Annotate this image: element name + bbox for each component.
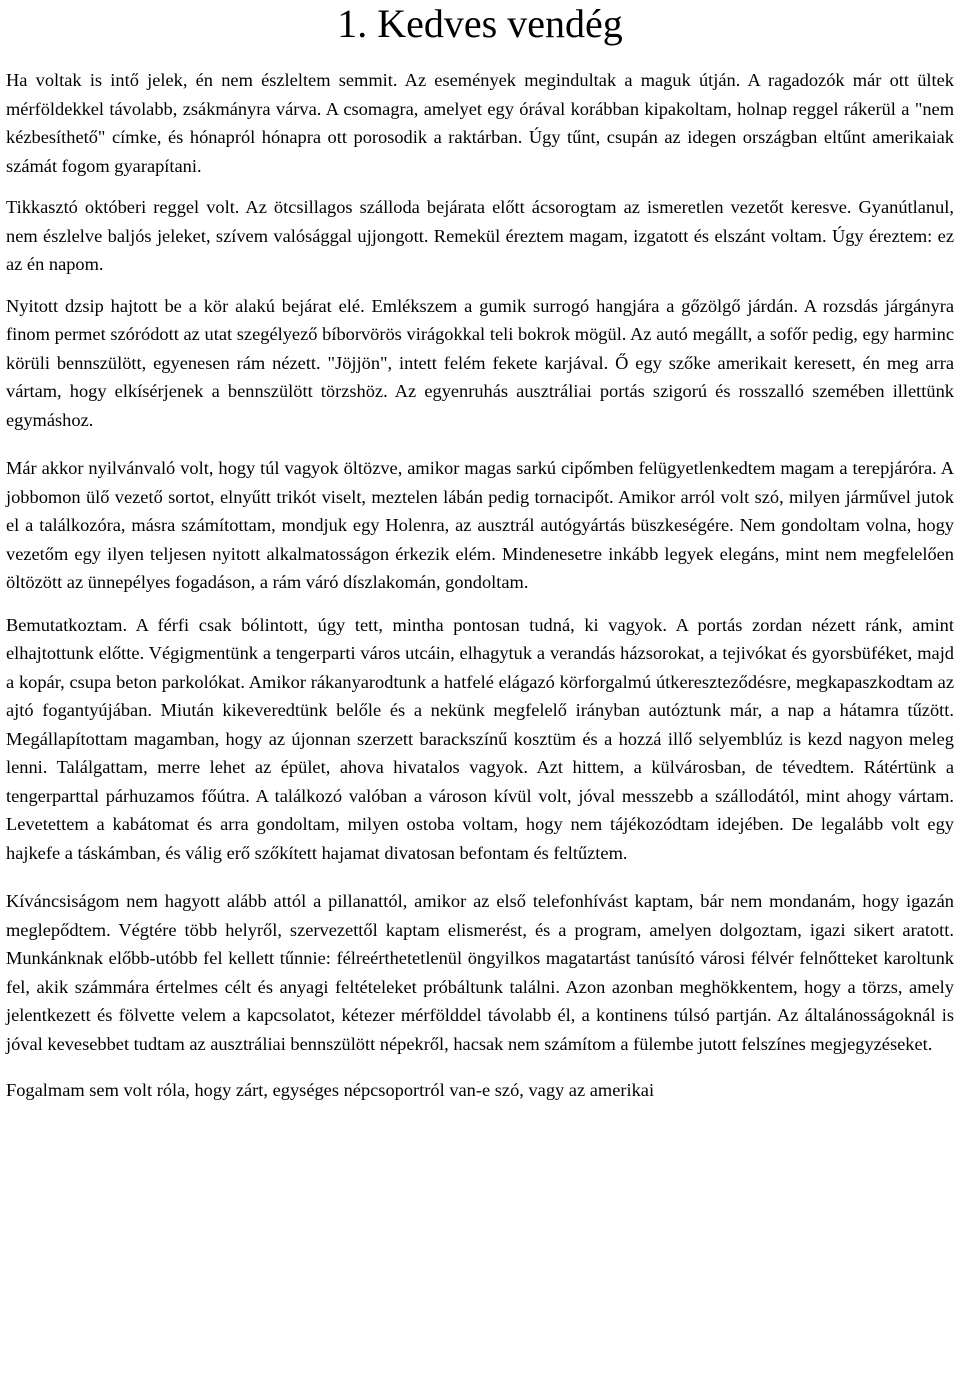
paragraph-5: Bemutatkoztam. A férfi csak bólintott, úgy tett, mintha pontosan tudná, ki vagyok. A portás zordan nézett ránk, amint elhajtottunk előtte. Végigmentünk a tengerparti város utcáin, elhagytuk a verandás házsorokat, a tejivókat és gyorsbüféket, majd a kopár, csupa beton parkolókat. Amikor rákanyarodtunk a hatfelé elágazó körforgalmú útkereszteződésre, megkapaszkodtam az ajtó fogantyújában. Miután kikeveredtünk belőle és a nekünk megfelelő irányban autóztunk már, a nap a hátamra tűzött. Megállapítottam magamban, hogy az újonnan szerzett barackszínű kosztüm és a hozzá illő selyemblúz is kezd nagyon meleg lenni. Találgattam, merre lehet az épület, ahova hivatalos vagyok. Azt hittem, a külvárosban, de tévedtem. Rátértünk a tengerparttal párhuzamos főútra. A találkozó valóban a városon kívül volt, jóval messzebb a szállodától, mint ahogy vártam. Levetettem a kabátomat és arra gondoltam, milyen ostoba voltam, hogy nem tájékozódtam idejében. De legalább volt egy hajkefe a táskámban, és válig erő szőkített hajamat divatosan befontam és feltűztem. <box>6 614 954 863</box>
paragraph-4: Már akkor nyilvánvaló volt, hogy túl vagyok öltözve, amikor magas sarkú cipőmben felügyetlenkedtem magam a terepjáróra. A jobbomon ülő vezető sortot, elnyűtt trikót viselt, meztelen lábán pedig tornacipőt. Amikor arról volt szó, milyen járművel jutok el a találkozóra, másra számítottam, mondjuk egy Holenra, az ausztrál autógyártás büszkeségére. Nem gondoltam volna, hogy vezetőm egy ilyen teljesen nyitott alkalmatosságon érkezik elém. Mindenesetre inkább legyek elegáns, mint nem megfelelően öltözött az ünnepélyes fogadáson, a rám váró díszlakomán, gondoltam. <box>6 458 954 592</box>
paragraph-1: Ha voltak is intő jelek, én nem észleltem semmit. Az események megindultak a maguk útján. A ragadozók már ott ültek mérföldekkel távolabb, zsákmányra várva. A csomagra, amelyet egy órával korábban kipakoltam, holnap reggel rákerül a "nem kézbesíthető" címke, és hónapról hónapra ott porosodik a raktárban. Úgy tűnt, csupán az idegen országban eltűnt amerikaiak számát fogom gyarapítani. <box>6 70 954 176</box>
chapter-title: 1. Kedves vendég <box>337 1 623 46</box>
paragraph-7: Fogalmam sem volt róla, hogy zárt, egységes népcsoportról van-e szó, vagy az amerikai <box>6 1080 655 1100</box>
paragraph-2: Tikkasztó októberi reggel volt. Az ötcsillagos szálloda bejárata előtt ácsorogtam az ismeretlen vezetőt keresve. Gyanútlanul, nem észlelve baljós jeleket, szívem valósággal ujjongott. Remekül éreztem magam, izgatott és elszánt voltam. Úgy éreztem: ez az én napom. <box>6 197 954 274</box>
paragraph-3: Nyitott dzsip hajtott be a kör alakú bejárat elé. Emlékszem a gumik surrogó hangjára a gőzölgő járdán. A rozsdás járgányra finom permet szóródott az utat szegélyező bíborvörös virágokkal teli bokrok mögül. Az autó megállt, a sofőr pedig, egy harminc körüli bennszülött, egyenesen rám nézett. "Jöjjön", intett felém fekete karjával. Ő egy szőke amerikait keresett, én meg arra vártam, hogy elkísérjenek a bennszülött törzshöz. Az egyenruhás ausztráliai portás szigorú és rosszalló szemében illettünk egymáshoz. <box>6 295 954 430</box>
paragraph-6: Kíváncsiságom nem hagyott alább attól a pillanattól, amikor az első telefonhívást kaptam, bár nem mondanám, hogy igazán meglepődtem. Végtére több helyről, szervezettől kaptam elismerést, és a program, amelyen dolgoztam, igazi sikert aratott. Munkánknak előbb-utóbb fel kellett tűnnie: félreérthetetlenül öngyilkos magatartást tanúsító városi félvér felnőtteket karoltunk fel, akik számmára értelmes célt és anyagi feltételeket próbáltunk találni. Azon azonban meghökkentem, hogy a törzs, amely jelentkezett és fölvette velem a kapcsolatot, kétezer mérfölddel távolabb él, a kontinens túlsó partján. Az általánosságoknál is jóval kevesebbet tudtam az ausztráliai bennszülött népekről, hacsak nem számítom a fülembe jutott felszínes megjegyzéseket. <box>6 891 954 1054</box>
document-page <box>6 0 954 1105</box>
